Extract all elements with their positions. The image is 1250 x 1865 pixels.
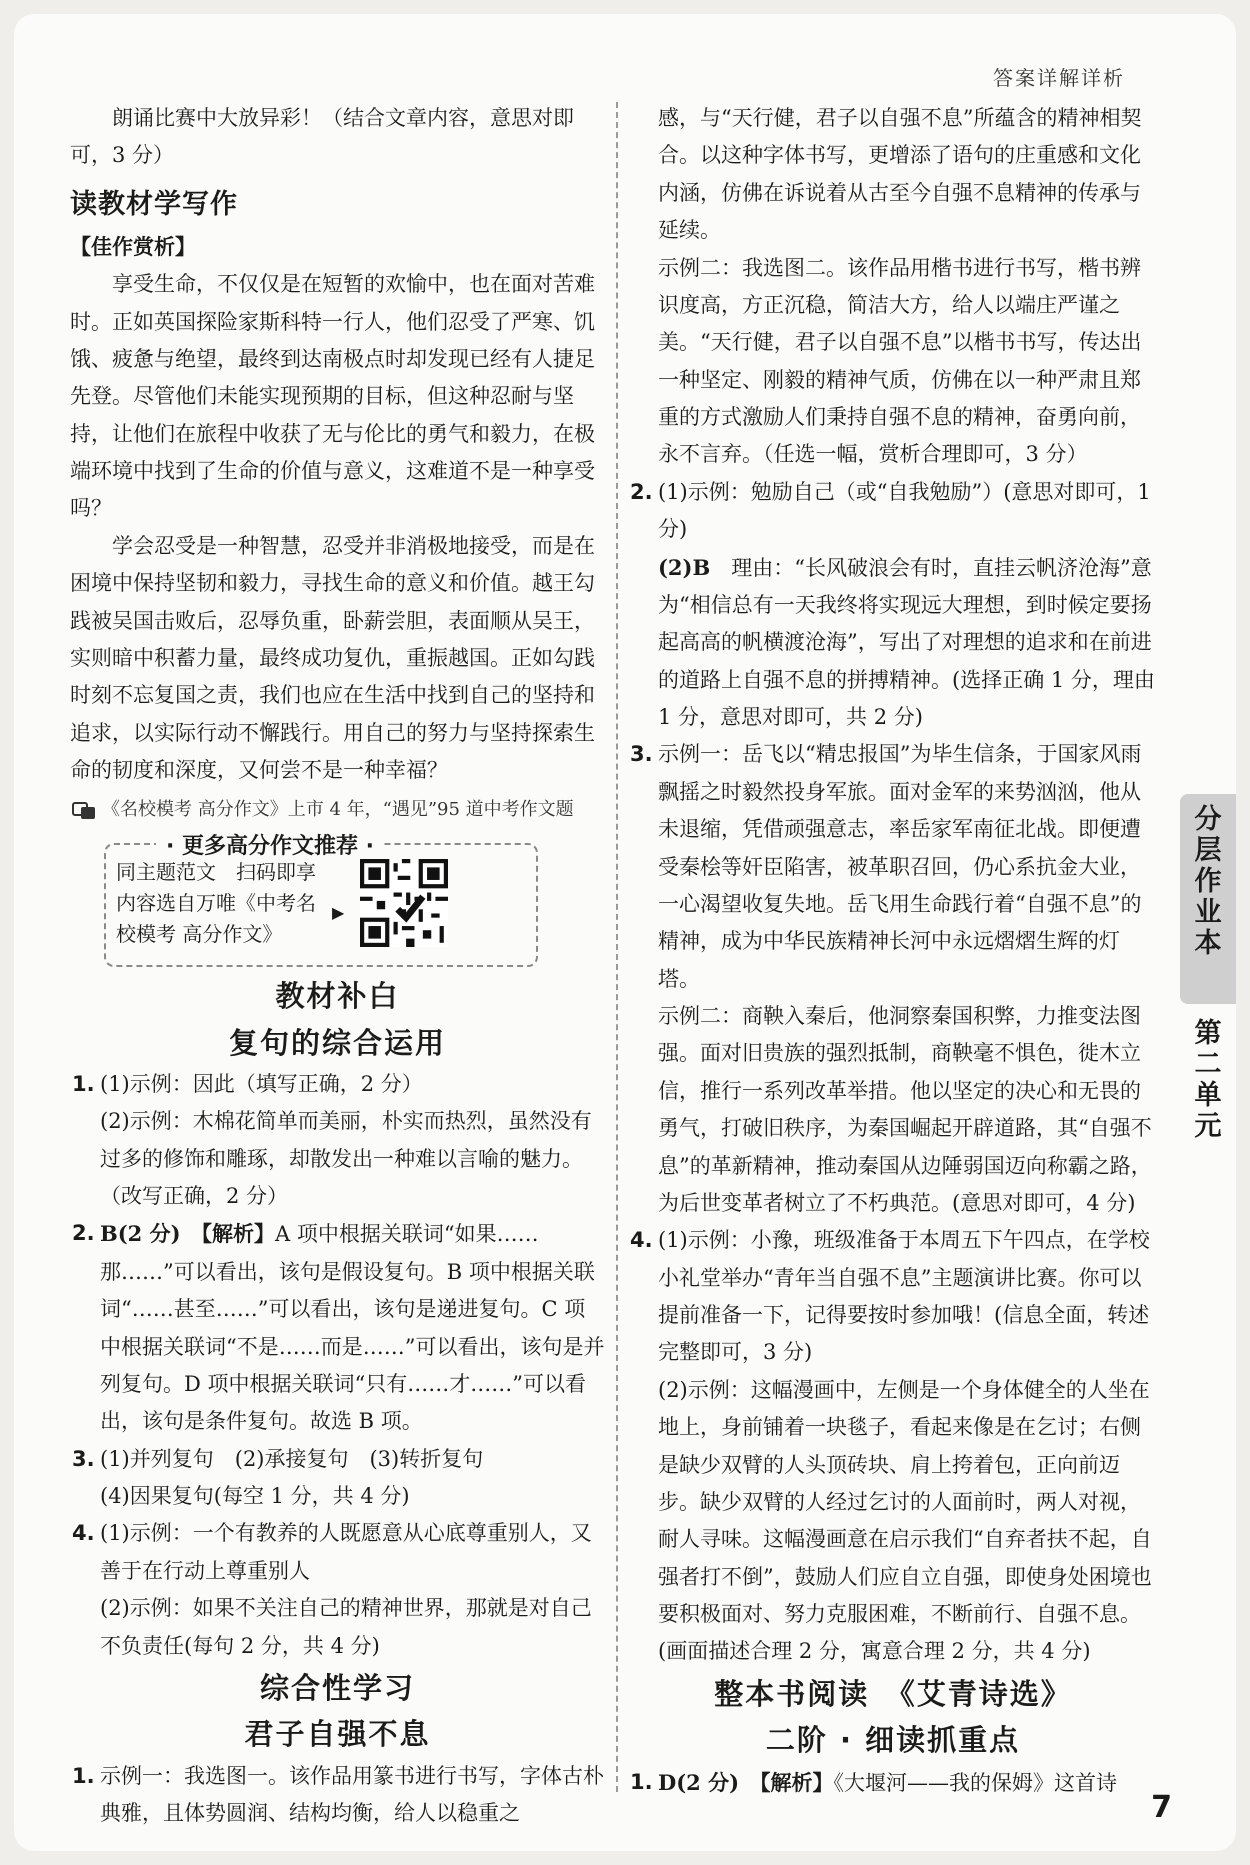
answer-text: (1)并列复句 (2)承接复句 (3)转折复句 bbox=[100, 1446, 484, 1471]
analysis-tag: 【解析】 bbox=[760, 1769, 834, 1795]
essay-paragraph-1: 享受生命，不仅仅是在短暂的欢愉中，也在面对苦难时。正如英国探险家斯科特一行人，他们忍受了严寒、饥饿、疲惫与绝望，最终到达南极点时却发现已经有人捷足先登。尽管他们未能实现预期的目标，但这种忍耐与坚持，让他们在旅程中收获了无与伦比的勇气和毅力，在极端环境中找到了生命的价值与意义，这难道不是一种享受吗？ bbox=[70, 272, 595, 521]
stage-title: 二阶 · 细读抓重点 bbox=[765, 1723, 1021, 1758]
answer-text: (1)示例：勉励自己（或“自我勉励”）(意思对即可，1 分) bbox=[658, 479, 1151, 542]
answer-text: (1)示例：一个有教养的人既愿意从心底尊重别人，又善于在行动上尊重别人 bbox=[100, 1521, 592, 1583]
question-number: 1. bbox=[630, 1769, 653, 1794]
page-number: 7 bbox=[1151, 1790, 1172, 1825]
question-number: 4. bbox=[72, 1521, 95, 1546]
analysis-tag: 【解析】 bbox=[201, 1221, 276, 1247]
analysis-text: 《大堰河——我的保姆》这首诗 bbox=[833, 1770, 1118, 1795]
side-tab-label: 第二单元 bbox=[1194, 1018, 1222, 1143]
qr-code[interactable] bbox=[360, 859, 448, 947]
question-number: 1. bbox=[72, 1763, 95, 1788]
question-3 bbox=[70, 1441, 605, 1516]
promo-line-3: 校模考 高分作文》 bbox=[116, 922, 283, 947]
answer-text: (1)示例：因此（填写正确，2 分） bbox=[100, 1071, 423, 1096]
side-tab-unit bbox=[1180, 1006, 1236, 1176]
question-2 bbox=[70, 1215, 605, 1440]
question-number: 2. bbox=[630, 479, 653, 504]
promo-box bbox=[104, 834, 538, 967]
answer-text bbox=[658, 549, 1158, 737]
answer-text bbox=[658, 1764, 1158, 1802]
reading-question-1 bbox=[628, 1764, 1158, 1802]
answer-choice: D(2 分) bbox=[658, 1769, 740, 1795]
book-note-text: 《名校模考 高分作文》上市 4 年，“遇见”95 道中考作文题 bbox=[102, 799, 574, 821]
arrow-right-icon: ▶ bbox=[332, 903, 345, 923]
promo-line-1: 同主题范文 扫码即享 bbox=[116, 860, 316, 885]
answer-choice: (2)B bbox=[658, 554, 711, 580]
appreciation-tag: 【佳作赏析】 bbox=[70, 234, 196, 259]
compound-title: 复句的综合运用 bbox=[228, 1025, 446, 1060]
answer-text: (2)示例：木棉花简单而美丽，朴实而热烈，虽然没有过多的修饰和雕琢，却散发出一种难以言喻的魅力。（改写正确，2 分） bbox=[100, 1109, 592, 1209]
book-link-icon bbox=[72, 801, 96, 821]
analysis-text: A 项中根据关联词“如果……那……”可以看出，该句是假设复句。B 项中根据关联词“……甚至……”可以看出，该句是递进复句。C 项中根据关联词“不是……而是……”可以看出，该句是并列复句。D 项中根据关联词“只有……才……”可以看出，该句是条件复句。故选 B 项。 bbox=[100, 1222, 605, 1434]
answer-text: 示例二：商鞅入秦后，他洞察秦国积弊，力推变法图强。面对旧贵族的强烈抵制，商鞅毫不惧色，徙木立信，推行一系列改革举措。他以坚定的决心和无畏的勇气，打破旧秩序，为秦国崛起开辟道路，其“自强不息”的革新精神，推动秦国从边陲弱国迈向称霸之路，为后世变革者树立了不朽典范。(意思对即可，4 分) bbox=[658, 1004, 1152, 1215]
promo-line-2: 内容选自万唯《中考名 bbox=[116, 891, 316, 916]
column-divider bbox=[616, 102, 618, 1792]
integrated-question-1 bbox=[70, 1758, 605, 1833]
book-reading-title: 整本书阅读 《艾青诗选》 bbox=[714, 1676, 1072, 1711]
supplement-title: 教材补白 bbox=[275, 979, 400, 1014]
answer-text: 感，与“天行健，君子以自强不息”所蕴含的精神相契合。以这种字体书写，更增添了语句的庄重感和文化内涵，仿佛在诉说着从古至今自强不息精神的传承与延续。 bbox=[658, 106, 1142, 243]
answer-text: (2)示例：这幅漫画中，左侧是一个身体健全的人坐在地上，身前铺着一块毯子，看起来像是在乞讨；右侧是缺少双臂的人头顶砖块、肩上挎着包，正向前迈步。缺少双臂的人经过乞讨的人面前时，两人对视，耐人寻味。这幅漫画意在启示我们“自弃者扶不起，自强者打不倒”，鼓励人们应自立自强，即使身处困境也要积极面对、努力克服困难，不断前行、自强不息。(画面描述合理 2 分，寓意合理 2 分，共 4 分) bbox=[658, 1377, 1152, 1664]
answer-text bbox=[100, 1215, 605, 1440]
integrated-title: 综合性学习 bbox=[259, 1670, 415, 1705]
question-1 bbox=[70, 1066, 605, 1216]
answer-text: (4)因果复句(每空 1 分，共 4 分) bbox=[100, 1484, 410, 1509]
question-number: 3. bbox=[72, 1446, 95, 1471]
question-number: 4. bbox=[630, 1228, 653, 1253]
side-tab-layered-homework bbox=[1180, 794, 1236, 1004]
question-number: 2. bbox=[72, 1221, 95, 1246]
integrated-question-3 bbox=[628, 736, 1158, 1222]
continued-answer bbox=[628, 100, 1158, 474]
question-number: 3. bbox=[630, 742, 653, 767]
promo-title: · 更多高分作文推荐 · bbox=[156, 827, 384, 866]
junzi-title: 君子自强不息 bbox=[244, 1717, 431, 1752]
book-note bbox=[70, 795, 605, 825]
answer-text: 示例一：岳飞以“精忠报国”为毕生信条，于国家风雨飘摇之时毅然投身军旅。面对金军的来势汹汹，他从未退缩，凭借顽强意志，率岳家军南征北战。即便遭受秦桧等奸臣陷害，被革职召回，仍心系抗金大业，一心渴望收复失地。岳飞用生命践行着“自强不息”的精神，成为中华民族精神长河中永远熠熠生辉的灯塔。 bbox=[658, 742, 1142, 991]
answer-text: 示例二：我选图二。该作品用楷书进行书写，楷书辨识度高，方正沉稳，简洁大方，给人以端庄严谨之美。“天行健，君子以自强不息”以楷书书写，传达出一种坚定、刚毅的精神气质，仿佛在以一种严肃且郑重的方式激励人们秉持自强不息的精神，奋勇向前，永不言弃。（任选一幅，赏析合理即可，3 分） bbox=[658, 255, 1142, 467]
side-tab-label: 分层作业本 bbox=[1194, 804, 1222, 960]
question-4 bbox=[70, 1515, 605, 1665]
left-column bbox=[70, 100, 605, 1832]
integrated-question-4 bbox=[628, 1222, 1158, 1671]
header-title: 答案详解详析 bbox=[993, 66, 1125, 90]
answer-text: (2)示例：如果不关注自己的精神世界，那就是对自己不负责任(每句 2 分，共 4 分) bbox=[100, 1596, 592, 1658]
integrated-question-2 bbox=[628, 474, 1158, 737]
reason-text: 理由：“长风破浪会有时，直挂云帆济沧海”意为“相信总有一天我终将实现远大理想，到时候定要扬起高高的帆横渡沧海”，写出了对理想的追求和在前进的道路上自强不息的拼搏精神。(选择正确 1 分，理由 1 分，意思对即可，共 2 分) bbox=[658, 555, 1155, 729]
read-write-title: 读教材学写作 bbox=[70, 188, 238, 220]
answer-choice: B(2 分) bbox=[100, 1221, 181, 1247]
promo-text bbox=[116, 857, 326, 950]
intro-line: 朗诵比赛中大放异彩！（结合文章内容，意思对即可，3 分） bbox=[70, 106, 574, 168]
answer-text: (1)示例：小豫，班级准备于本周五下午四点，在学校小礼堂举办“青年当自强不息”主题演讲比赛。你可以提前准备一下，记得要按时参加哦！(信息全面，转述完整即可，3 分) bbox=[658, 1228, 1150, 1365]
answer-text: 示例一：我选图一。该作品用篆书进行书写，字体古朴典雅，且体势圆润、结构均衡，给人以稳重之 bbox=[100, 1763, 604, 1826]
right-column bbox=[628, 100, 1158, 1802]
question-number: 1. bbox=[72, 1071, 95, 1096]
essay-paragraph-2: 学会忍受是一种智慧，忍受并非消极地接受，而是在困境中保持坚韧和毅力，寻找生命的意义和价值。越王勾践被吴国击败后，忍辱负重，卧薪尝胆，表面顺从吴王，实则暗中积蓄力量，最终成功复仇，重振越国。正如勾践时刻不忘复国之责，我们也应在生活中找到自己的坚持和追求，以实际行动不懈践行。用自己的努力与坚持探索生命的韧度和深度，又何尝不是一种幸福？ bbox=[70, 533, 595, 783]
